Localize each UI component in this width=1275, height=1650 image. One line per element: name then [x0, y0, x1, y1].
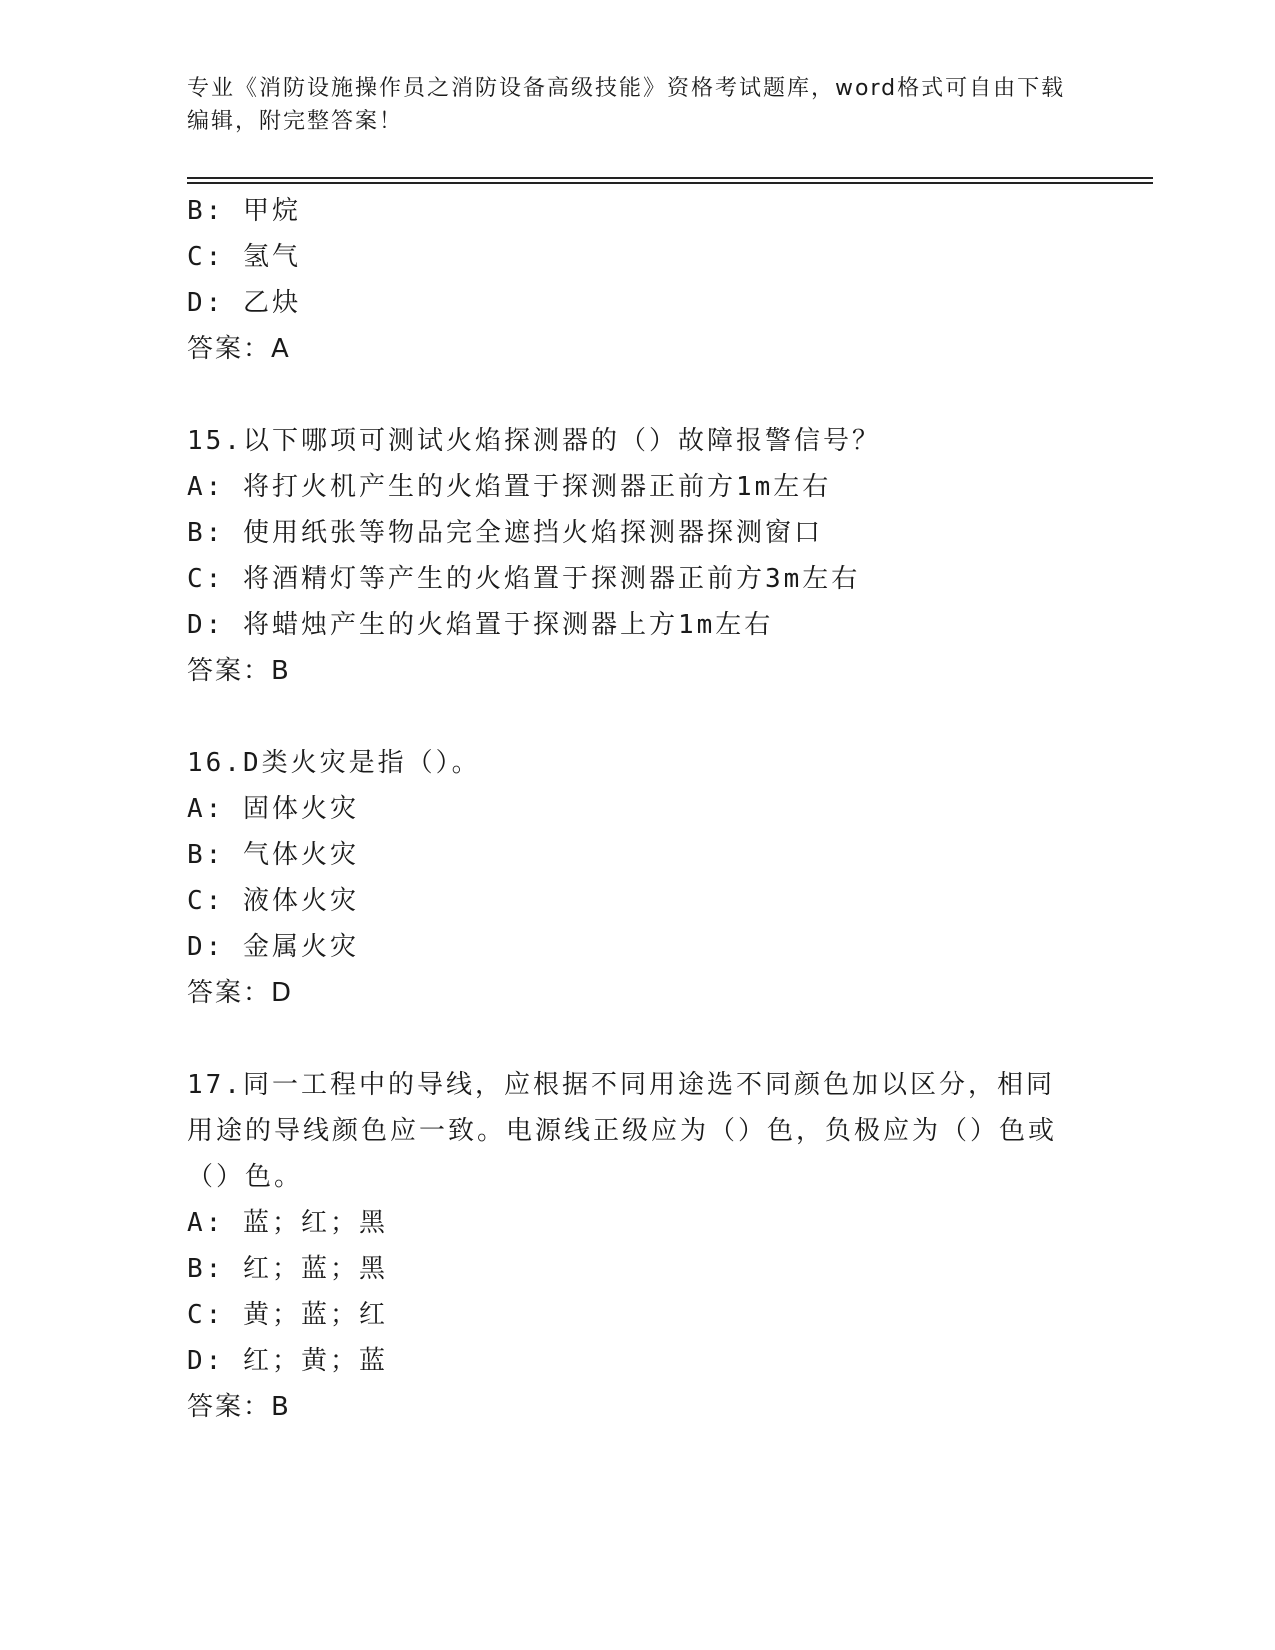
- question-15: [187, 418, 1087, 694]
- option-b: B: 气体火灾: [187, 840, 359, 870]
- spacer: [187, 372, 1087, 418]
- option-d: D: 红；黄；蓝: [187, 1346, 388, 1376]
- answer: 答案：A: [187, 334, 291, 364]
- option-c: C: 将酒精灯等产生的火焰置于探测器正前方3m左右: [187, 564, 861, 594]
- option-a: A: 蓝；红；黑: [187, 1208, 388, 1238]
- question-16: [187, 740, 1087, 1016]
- option-c: C: 氢气: [187, 242, 301, 272]
- answer: 答案：D: [187, 978, 294, 1008]
- question-14-tail: [187, 188, 1087, 372]
- option-c: C: 黄；蓝；红: [187, 1300, 388, 1330]
- header-divider-top: [187, 177, 1153, 179]
- option-a: A: 将打火机产生的火焰置于探测器正前方1m左右: [187, 472, 832, 502]
- option-d: D: 将蜡烛产生的火焰置于探测器上方1m左右: [187, 610, 774, 640]
- option-b: B: 甲烷: [187, 196, 301, 226]
- question-content: [187, 188, 1087, 1430]
- option-d: D: 乙炔: [187, 288, 301, 318]
- option-b: B: 使用纸张等物品完全遮挡火焰探测器探测窗口: [187, 518, 823, 548]
- answer: 答案：B: [187, 1392, 291, 1422]
- question-text: 17.同一工程中的导线，应根据不同用途选不同颜色加以区分，相同用途的导线颜色应一致。电源线正级应为（）色，负极应为（）色或（）色。: [187, 1070, 1058, 1192]
- question-text: 15.以下哪项可测试火焰探测器的（）故障报警信号？: [187, 426, 881, 456]
- answer: 答案：B: [187, 656, 291, 686]
- question-17: [187, 1062, 1087, 1430]
- spacer: [187, 694, 1087, 740]
- option-d: D: 金属火灾: [187, 932, 359, 962]
- question-text: 16.D类火灾是指（）。: [187, 748, 481, 778]
- option-a: A: 固体火灾: [187, 794, 359, 824]
- header-divider-bottom: [187, 182, 1153, 184]
- document-header: 专业《消防设施操作员之消防设备高级技能》资格考试题库，word格式可自由下载编辑，附完整答案！: [187, 76, 1066, 134]
- spacer: [187, 1016, 1087, 1062]
- option-b: B: 红；蓝；黑: [187, 1254, 388, 1284]
- option-c: C: 液体火灾: [187, 886, 359, 916]
